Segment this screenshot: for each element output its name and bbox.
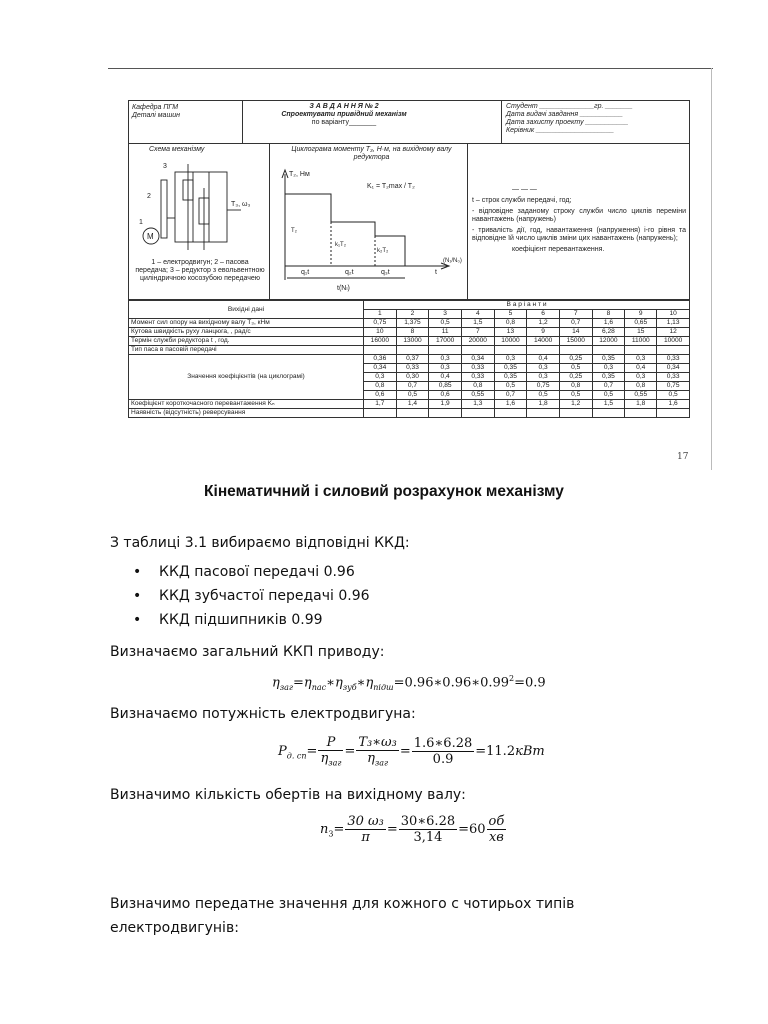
sheet-task-title: З А В Д А Н Н Я № 2 xyxy=(309,103,379,110)
table-cell: 0,34 xyxy=(657,364,690,373)
top-rule xyxy=(108,68,713,69)
table-cell: 0,35 xyxy=(592,373,625,382)
table-cell: 13 xyxy=(494,328,527,337)
info-line-2: - відповідне заданому строку служби число циклів переміни навантажень (напружень) xyxy=(472,208,686,224)
table-cell: 1,8 xyxy=(625,400,657,409)
info-line-3: - тривалість дії, год, навантаження (напруження) і-го рівня та відповідне їй число циклів зміни цих навантажень (напружень); xyxy=(472,227,686,243)
variant-number: 6 xyxy=(527,310,560,319)
table-cell: 0,3 xyxy=(429,364,462,373)
list-item xyxy=(133,564,370,588)
sheet-header xyxy=(128,100,690,143)
info-line-4: коефіцієнт перевантаження. xyxy=(512,246,605,254)
table-cell: 1,4 xyxy=(396,400,429,409)
table-cell: 0,35 xyxy=(494,373,527,382)
table-cell xyxy=(429,346,462,355)
scheme-label-2: 2 xyxy=(147,193,151,200)
table-cell: 0,30 xyxy=(396,373,429,382)
cyc-ratio-label: (N₁/N₀) xyxy=(443,258,462,264)
power-heading: Визначаємо потужність електродвигуна: xyxy=(110,706,416,722)
table-cell xyxy=(364,346,397,355)
table-cell: 1,2 xyxy=(559,400,592,409)
table-cell: 0,33 xyxy=(461,373,494,382)
rpm-heading: Визначимо кількість обертів на вихідному валу: xyxy=(110,787,466,803)
table-row xyxy=(129,328,690,337)
table-cell: 0,55 xyxy=(461,391,494,400)
variant-number: 1 xyxy=(364,310,397,319)
table-cell: 0,5 xyxy=(592,391,625,400)
table-row-label: Кутова швидкість руху ланцюга, , рад/с xyxy=(129,328,364,337)
table-cell: 0,33 xyxy=(461,364,494,373)
cyc-t-label: t xyxy=(435,269,437,276)
section-title: Кінематичний і силовий розрахунок механізму xyxy=(204,483,564,500)
table-cell: 0,3 xyxy=(527,373,560,382)
cyc-y-axis: T₂, Нм xyxy=(289,171,310,178)
coef-label: Значення коефіцієнтів (на циклограмі) xyxy=(129,355,364,400)
table-cell: 0,5 xyxy=(559,364,592,373)
table-cell: 1,6 xyxy=(494,400,527,409)
table-cell: 0,7 xyxy=(494,391,527,400)
table-variants-header: В а р і а н т и xyxy=(364,301,690,310)
info-line-1: t – строк служби передачі, год; xyxy=(472,197,572,205)
table-cell: 0,5 xyxy=(559,391,592,400)
mechanism-scheme xyxy=(133,158,265,258)
table-cell: 0,8 xyxy=(364,382,397,391)
sheet-student: Студент ______________гр. _______ xyxy=(506,103,633,110)
table-cell: 7 xyxy=(461,328,494,337)
table-cell: 12 xyxy=(657,328,690,337)
bullet-label: ККД пасової передачі xyxy=(159,564,324,580)
bullet-label: ККД підшипників xyxy=(159,612,292,628)
overload-label: Коефіцієнт короткочасного перевантаження Kₙ xyxy=(129,400,364,409)
table-cell: 0,3 xyxy=(494,355,527,364)
scheme-title: Схема механізму xyxy=(149,146,205,153)
cyc-level-2: k₁T₂ xyxy=(335,242,347,248)
sheet-figures xyxy=(128,143,690,300)
variants-table xyxy=(128,300,690,418)
table-cell xyxy=(494,346,527,355)
efficiency-list xyxy=(133,564,370,636)
table-cell: 15000 xyxy=(559,337,592,346)
table-cell: 0,8 xyxy=(461,382,494,391)
table-cell: 1,3 xyxy=(461,400,494,409)
scheme-caption: 1 – електродвигун; 2 – пасова передача; 3 – редуктор з евольвентною циліндричною косозубою передачею xyxy=(135,259,265,283)
table-cell: 0,75 xyxy=(527,382,560,391)
table-cell xyxy=(429,409,462,418)
table-cell: 0,37 xyxy=(396,355,429,364)
table-cell: 0,35 xyxy=(494,364,527,373)
table-cell: 0,65 xyxy=(625,319,657,328)
list-item xyxy=(133,588,370,612)
variant-number: 3 xyxy=(429,310,462,319)
ratio-heading-line-2: електродвигунів: xyxy=(110,920,239,936)
reverse-label: Наявність (відсутність) реверсування xyxy=(129,409,364,418)
table-row-label: Момент сил опору на вихідному валу T₃, кНм xyxy=(129,319,364,328)
efficiency-equation: $\eta_{заг}=\eta_{пас}∗\eta_{зуб}∗\eta_{підш}=0.96∗0.96∗0.99^2=0.9$ xyxy=(272,674,546,692)
cyclogram-chart xyxy=(271,166,465,296)
table-cell: 6,28 xyxy=(592,328,625,337)
efficiency-heading: Визначаємо загальний ККП приводу: xyxy=(110,644,385,660)
table-cell: 0,33 xyxy=(657,373,690,382)
ratio-heading-line-1: Визначимо передатне значення для кожного с чотирьох типів xyxy=(110,896,575,912)
table-cell xyxy=(592,346,625,355)
variant-number: 2 xyxy=(396,310,429,319)
sheet-issue-date: Дата видачі завдання ___________ xyxy=(506,111,623,119)
sheet-variant-line: по варіанту_______ xyxy=(311,119,377,127)
table-cell xyxy=(559,409,592,418)
table-cell: 0,3 xyxy=(527,364,560,373)
bullet-value: 0.96 xyxy=(338,588,370,604)
table-cell: 0,5 xyxy=(429,319,462,328)
list-item xyxy=(133,612,370,636)
sheet-student-block xyxy=(506,103,633,135)
cyc-seg-1: q₁t xyxy=(301,269,310,276)
table-cell: 10000 xyxy=(657,337,690,346)
variant-number: 9 xyxy=(625,310,657,319)
intro-text: З таблиці 3.1 вибираємо відповідні ККД: xyxy=(110,535,410,551)
table-cell: 1,6 xyxy=(592,319,625,328)
table-row xyxy=(129,301,690,310)
table-cell: 0,3 xyxy=(429,355,462,364)
table-cell: 0,55 xyxy=(625,391,657,400)
table-cell: 1,5 xyxy=(461,319,494,328)
variant-number: 8 xyxy=(592,310,625,319)
table-row xyxy=(129,346,690,355)
sheet-defense-date: Дата захисту проекту ___________ xyxy=(506,119,629,127)
table-cell: 0,5 xyxy=(494,382,527,391)
table-cell xyxy=(461,346,494,355)
table-row-label: Термін служби редуктора t , год. xyxy=(129,337,364,346)
page-number: 17 xyxy=(677,452,689,462)
table-cell: 0,75 xyxy=(364,319,397,328)
table-left-header: Вихідні дані xyxy=(129,301,364,319)
table-cell: 1,2 xyxy=(527,319,560,328)
table-cell: 0,8 xyxy=(625,382,657,391)
table-cell: 1,5 xyxy=(592,400,625,409)
table-cell: 0,36 xyxy=(364,355,397,364)
table-cell: 0,3 xyxy=(625,355,657,364)
table-cell: 0,8 xyxy=(559,382,592,391)
table-cell xyxy=(396,409,429,418)
table-cell: 14 xyxy=(559,328,592,337)
info-dashes: — — — xyxy=(512,186,537,193)
table-row xyxy=(129,409,690,418)
table-cell: 17000 xyxy=(429,337,462,346)
variant-number: 4 xyxy=(461,310,494,319)
table-cell: 0,75 xyxy=(657,382,690,391)
cyclogram-title: Циклограма моменту T₃, Н·м, на вихідному валу редуктора xyxy=(291,146,452,162)
table-cell: 0,34 xyxy=(364,364,397,373)
table-cell xyxy=(527,409,560,418)
table-cell: 0,5 xyxy=(527,391,560,400)
table-cell: 13000 xyxy=(396,337,429,346)
table-cell: 10000 xyxy=(494,337,527,346)
table-cell xyxy=(396,346,429,355)
table-cell xyxy=(494,409,527,418)
scheme-motor-label: M xyxy=(147,232,154,241)
bullet-value: 0.99 xyxy=(291,612,323,628)
table-cell xyxy=(527,346,560,355)
table-cell: 1,7 xyxy=(364,400,397,409)
table-cell xyxy=(559,346,592,355)
table-cell xyxy=(657,409,690,418)
cyc-level-3: k₂T₂ xyxy=(377,248,389,254)
table-cell: 0,3 xyxy=(592,364,625,373)
table-cell xyxy=(592,409,625,418)
table-cell: 0,3 xyxy=(364,373,397,382)
sheet-info xyxy=(472,186,686,257)
table-row xyxy=(129,355,690,364)
cyc-x-axis: t(Nₗ) xyxy=(337,285,350,292)
table-cell: 0,4 xyxy=(429,373,462,382)
table-cell: 9 xyxy=(527,328,560,337)
scheme-output-label: T₃, ω₃ xyxy=(231,201,251,208)
table-cell: 0,8 xyxy=(494,319,527,328)
table-cell: 0,85 xyxy=(429,382,462,391)
table-cell xyxy=(625,346,657,355)
variant-number: 10 xyxy=(657,310,690,319)
table-cell: 0,25 xyxy=(559,373,592,382)
assignment-sheet xyxy=(128,100,690,418)
cyc-formula-k: K₁ = T₂max / T₂ xyxy=(367,183,415,190)
table-cell: 10 xyxy=(364,328,397,337)
table-cell: 0,3 xyxy=(625,373,657,382)
table-cell: 11 xyxy=(429,328,462,337)
sheet-dept-block xyxy=(132,104,180,120)
bullet-label: ККД зубчастої передачі xyxy=(159,588,339,604)
table-cell xyxy=(625,409,657,418)
sheet-task-block xyxy=(249,103,439,127)
table-cell: 1,9 xyxy=(429,400,462,409)
table-cell: 12000 xyxy=(592,337,625,346)
table-cell: 1,13 xyxy=(657,319,690,328)
table-cell: 0,7 xyxy=(592,382,625,391)
scheme-label-3: 3 xyxy=(163,163,167,170)
bullet-value: 0.96 xyxy=(323,564,355,580)
variant-number: 5 xyxy=(494,310,527,319)
cyc-level-1: T₂ xyxy=(291,228,297,234)
table-cell xyxy=(657,346,690,355)
sheet-dept: Кафедра ПГМ xyxy=(132,104,179,111)
rpm-equation: $n_3=$ $\frac{\text{30 ω₃}}{\pi}$ = $\frac{30∗6.28}{3,14}$ =60 $\frac{об}{хв}$ xyxy=(320,814,505,845)
table-cell: 16000 xyxy=(364,337,397,346)
table-cell: 1,375 xyxy=(396,319,429,328)
table-row-label: Тип паса в пасовій передачі xyxy=(129,346,364,355)
table-cell: 8 xyxy=(396,328,429,337)
table-cell: 14000 xyxy=(527,337,560,346)
table-cell: 0,5 xyxy=(657,391,690,400)
table-cell: 0,33 xyxy=(657,355,690,364)
table-cell: 0,6 xyxy=(429,391,462,400)
table-cell: 0,4 xyxy=(527,355,560,364)
table-cell: 0,7 xyxy=(559,319,592,328)
table-row xyxy=(129,337,690,346)
table-cell xyxy=(364,409,397,418)
table-cell: 0,25 xyxy=(559,355,592,364)
table-cell: 20000 xyxy=(461,337,494,346)
table-cell: 0,35 xyxy=(592,355,625,364)
cyc-seg-2: q₂t xyxy=(345,269,354,276)
table-cell: 1,8 xyxy=(527,400,560,409)
sheet-course: Деталі машин xyxy=(132,112,181,120)
scheme-label-1: 1 xyxy=(139,219,143,226)
table-cell: 0,33 xyxy=(396,364,429,373)
table-cell: 0,5 xyxy=(396,391,429,400)
sheet-supervisor: Керівник ____________________ xyxy=(506,127,614,135)
table-cell: 11000 xyxy=(625,337,657,346)
table-cell: 0,4 xyxy=(625,364,657,373)
cyc-seg-3: q₃t xyxy=(381,269,390,276)
table-cell: 15 xyxy=(625,328,657,337)
variant-number: 7 xyxy=(559,310,592,319)
page-edge xyxy=(711,68,712,470)
table-cell: 0,7 xyxy=(396,382,429,391)
sheet-task-subtitle: Спроектувати привідний механізм xyxy=(281,111,407,119)
power-equation: $P_{д. сп}=$ $\frac{P}{\eta_{заг}}$ = $\frac{\text{T₃∗ω₃}}{\eta_{заг}}$ = $\frac{1.6∗6.28}{0.9}$ =11.2кВт xyxy=(278,735,545,768)
table-cell: 0,34 xyxy=(461,355,494,364)
table-cell: 1,6 xyxy=(657,400,690,409)
table-row xyxy=(129,319,690,328)
table-row xyxy=(129,400,690,409)
table-cell xyxy=(461,409,494,418)
table-cell: 0,6 xyxy=(364,391,397,400)
